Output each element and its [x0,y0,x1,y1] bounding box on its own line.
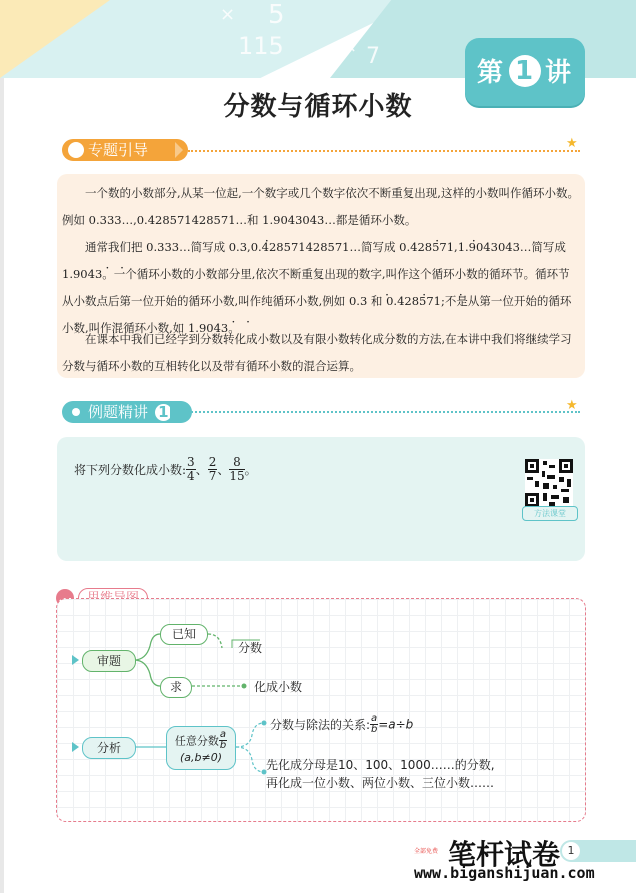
intro-paragraph-1: 一个数的小数部分,从某一位起,一个数字或几个数字依次不断重复出现,这样的小数叫作循环小数。例如 0.333…,0.428571428571…和 1.9043043…都是循环小数。 [62,186,579,227]
example-section-label: 例题精讲 [88,403,149,421]
seek-value: 化成小数 [254,680,303,694]
deco-number: 115 [238,32,284,60]
chapter-prefix: 第 [476,58,505,88]
deco-multiply: × [220,4,236,25]
topic-section-label: 专题引导 [88,141,149,159]
bullet-arrow-icon [72,655,79,665]
brand-logo: 笔杆试卷 [448,838,561,871]
fraction: $\frac{8}{15}$ [229,455,245,483]
fraction: $\frac{2}{7}$ [208,455,217,483]
fraction: $\frac{3}{4}$ [187,455,195,483]
node-yizhi: 已知 [160,624,208,645]
known-value: 分数 [238,641,263,655]
node-shenti: 审题 [82,650,136,672]
intro-paragraph-2: 通常我们把 0.333…简写成 0.3 ·,0.428571428571…简写成 0.4 ·28571 ·,1.9043043…简写成 1.90 ·43 ·。一个循环小数的小数部分里,依次不断重复出现的数字,叫作这个循环小数的循环节。循环节从小数点后第一位开始的循环小数,叫作纯循环小数,例如 0.3 · 和 0.4 ·28571 ·;不是从第一位开始的循环小数,叫作混循环小数,如 1.90 ·43 ·。 [62,234,580,342]
deco-number: 5 [268,0,285,30]
brand-tag: 全部免费 [414,848,439,855]
intro-paragraph-3: 在课本中我们已经学到分数转化成小数以及有限小数转化成分数的方法,在本讲中我们将继续学习分数与循环小数的互相转化以及带有循环小数的混合运算。 [62,332,572,373]
node-fenxi: 分析 [82,737,136,759]
brand-url[interactable]: www.biganshijuan.com [414,864,595,882]
page-title: 分数与循环小数 [223,92,413,122]
deco-multiply: × [342,36,358,57]
relation-text: 分数与除法的关系: $\frac{a}{b}$ =a÷b [270,713,414,735]
step-text: 先化成分母是10、100、1000……的分数, 再化成一位小数、两位小数、三位小数…… [266,758,495,790]
bullet-arrow-icon [72,742,79,752]
example-prompt: 将下列分数化成小数: $\frac{3}{4}$ 、 $\frac{2}{7}$ 、 $\frac{8}{15}$ 。 [74,455,257,483]
qr-caption: 方法课堂 [522,506,578,521]
node-center: 任意分数 $\frac{a}{b}$ (a,b≠0) [166,726,236,770]
star-icon: ★ [566,398,578,413]
example-number-badge: 1 [155,404,172,421]
node-qiu: 求 [160,677,192,698]
page-number: 1 [562,842,580,860]
star-icon: ★ [566,136,578,151]
deco-number: 7 [366,44,380,69]
chapter-number: 1 [509,55,541,87]
chapter-suffix: 讲 [545,58,574,88]
